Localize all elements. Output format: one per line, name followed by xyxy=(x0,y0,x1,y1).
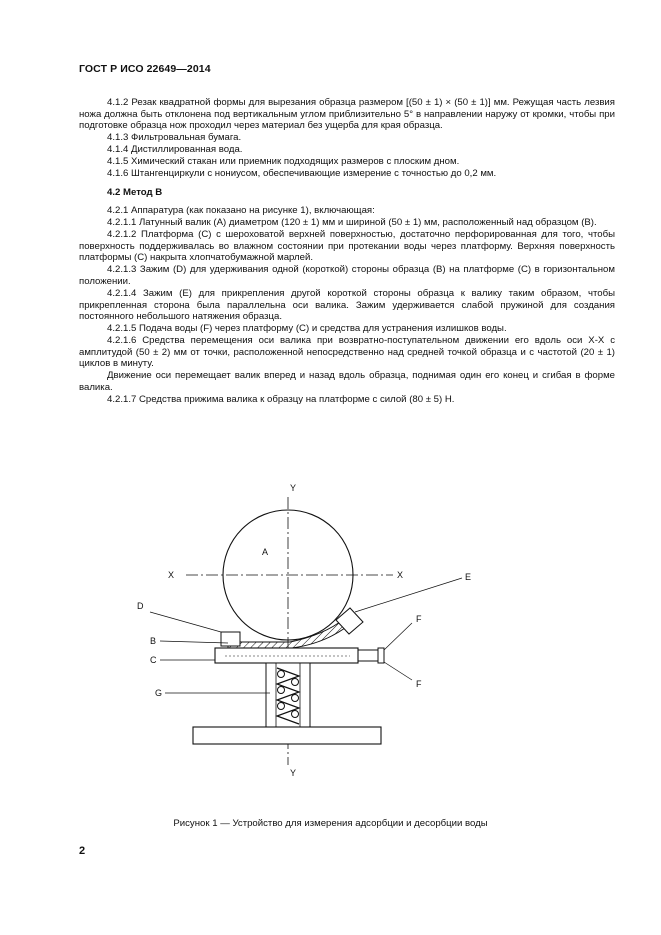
paragraph-4-2-1-3: 4.2.1.3 Зажим (D) для удерживания одной (короткой) стороны образца (B) на платформе (C) в горизонтальном положении. xyxy=(79,264,615,288)
paragraph-4-2-1: 4.2.1 Аппаратура (как показано на рисунке 1), включающая: xyxy=(107,205,375,217)
paragraph-4-1-2: 4.1.2 Резак квадратной формы для вырезания образца размером [(50 ± 1) × (50 ± 1)] мм. Режущая часть лезвия ножа должна быть отклонена под вертикальным углом приблизительно 5° в направлении наружу от кромки, чтобы при подготовке образца нож проходил через материал без ущерба для края образца. xyxy=(79,97,615,132)
paragraph-4-2-1-5: 4.2.1.5 Подача воды (F) через платформу (C) и средства для устранения излишков воды. xyxy=(107,323,507,335)
label-c: C xyxy=(150,655,157,665)
clamp-d xyxy=(221,632,240,646)
base xyxy=(193,727,381,744)
label-d: D xyxy=(137,601,144,611)
label-f-lower: F xyxy=(416,679,422,689)
figure-caption: Рисунок 1 — Устройство для измерения адсорбции и десорбции воды xyxy=(173,818,488,829)
label-g: G xyxy=(155,688,163,698)
label-y-top: Y xyxy=(290,483,297,493)
paragraph-4-2-1-1: 4.2.1.1 Латунный валик (A) диаметром (120 ± 1) мм и шириной (50 ± 1) мм, расположенный над образцом (B). xyxy=(107,217,597,229)
page-number: 2 xyxy=(79,845,86,857)
paragraph-4-2-1-6-cont: Движение оси перемещает валик вперед и назад вдоль образца, поднимая один его конец и сгибая в форме валика. xyxy=(79,370,615,393)
document-header: ГОСТ Р ИСО 22649—2014 xyxy=(79,63,211,75)
paragraph-4-1-5: 4.1.5 Химический стакан или приемник подходящих размеров с плоским дном. xyxy=(107,156,460,168)
label-b: B xyxy=(150,636,157,646)
paragraph-4-1-6: 4.1.6 Штангенциркули с нониусом, обеспечивающие измерение с точностью до 0,2 мм. xyxy=(107,168,497,180)
platform-c xyxy=(215,648,358,663)
label-e: E xyxy=(465,572,472,582)
paragraph-4-2-1-6: 4.2.1.6 Средства перемещения оси валика при возвратно-поступательном движении его вдоль оси X-X с амплитудой (50 ± 2) мм от точки, расположенной непосредственно над средней точкой образца и с частотой (20 ± 1) циклов в минуту. xyxy=(79,335,615,370)
paragraph-4-2-1-7: 4.2.1.7 Средства прижима валика к образцу на платформе с силой (80 ± 5) Н. xyxy=(107,393,455,405)
paragraph-4-1-4: 4.1.4 Дистиллированная вода. xyxy=(107,144,243,156)
label-f-upper: F xyxy=(416,614,422,624)
label-x-left: X xyxy=(168,570,175,580)
specimen-b xyxy=(228,622,345,648)
section-heading-4-2: 4.2 Метод В xyxy=(107,186,163,198)
label-y-bottom: Y xyxy=(290,768,297,778)
label-a: A xyxy=(262,547,269,557)
paragraph-4-2-1-4: 4.2.1.4 Зажим (E) для прикрепления другой короткой стороны образца к валику таким образом, чтобы прикрепленная сторона была параллельна оси валика. Зажим удерживается слабой пружиной для создания постоянного небольшого натяжения образца. xyxy=(79,288,615,323)
paragraph-4-2-1-2: 4.2.1.2 Платформа (C) с шероховатой верхней поверхностью, достаточно перфорированная для того, чтобы поверхность поддерживалась во влажном состоянии при протекании воды через платформу. Верхняя поверхность платформы (C) накрыта хлопчатобумажной марлей. xyxy=(79,229,615,264)
paragraph-4-1-3: 4.1.3 Фильтровальная бумага. xyxy=(107,132,242,144)
label-x-right: X xyxy=(397,570,404,580)
